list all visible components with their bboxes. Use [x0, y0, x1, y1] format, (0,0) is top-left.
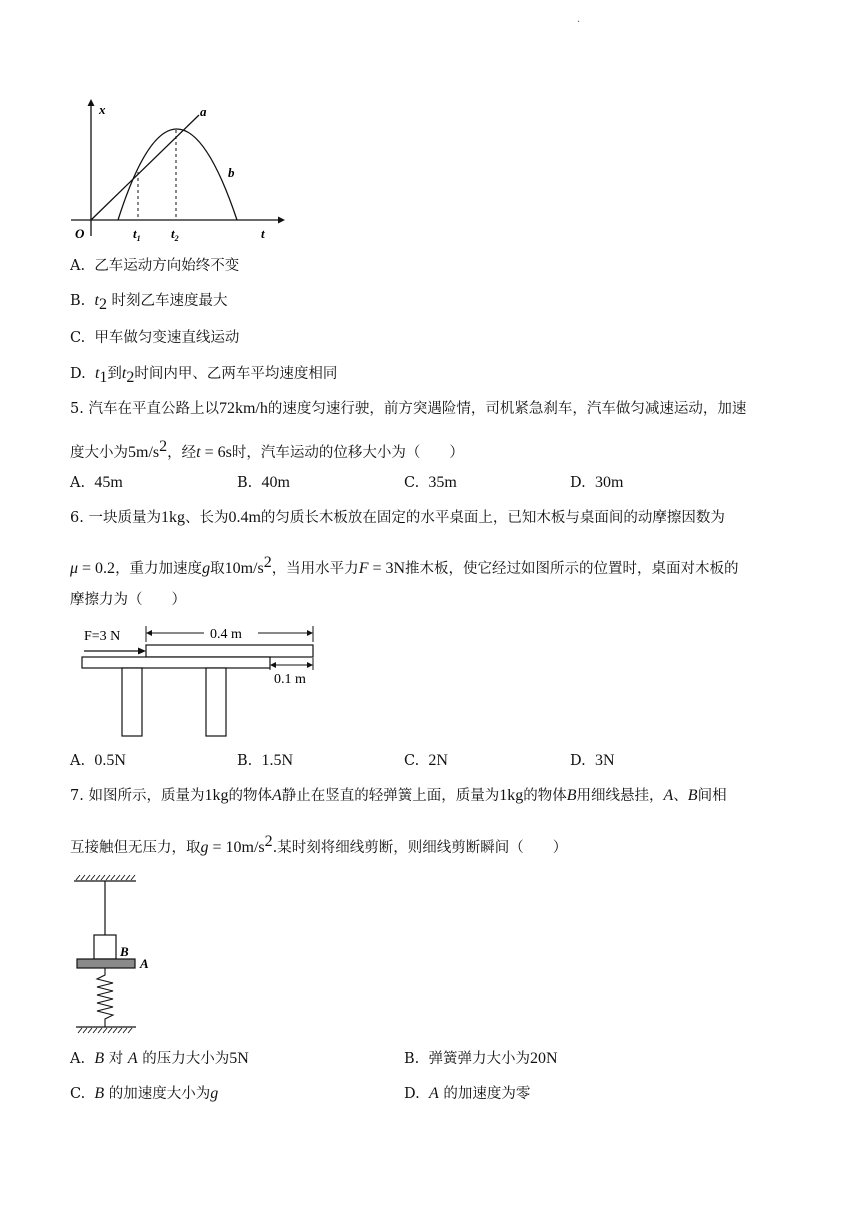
q4-option-b[interactable] [70, 291, 228, 315]
q5-stem-line2: 度大小为$5m/s^2$，经t = 6s时，汽车运动的位移大小为（ ） [70, 438, 464, 461]
plate-a [77, 959, 135, 968]
x-axis-arrow [88, 99, 95, 106]
sub-2: 2 [98, 295, 107, 313]
q5-option-a[interactable]: A. 45m [70, 474, 123, 491]
q7-option-c[interactable]: C. B 的加速度大小为g [70, 1085, 219, 1102]
block-b-label: B [120, 944, 129, 959]
line-a [91, 115, 199, 220]
plate-a-label: A [140, 956, 149, 971]
q6-option-d[interactable]: D. 3N [570, 752, 615, 769]
q6-option-c[interactable]: C. 2N [404, 752, 448, 769]
q5-option-c[interactable]: C. 35m [404, 474, 457, 491]
table-top [82, 657, 270, 668]
q7-option-d[interactable]: D. A 的加速度为零 [404, 1085, 531, 1102]
option-letter: B. [70, 293, 86, 309]
overhang-label: 0.1 m [274, 672, 306, 687]
t1-label: $t_1$ [133, 226, 141, 243]
curve-b [118, 129, 237, 220]
q6-option-a[interactable]: A. 0.5N [70, 752, 126, 769]
board-table-figure [76, 620, 326, 742]
q7-stem-line2: 互接触但无压力，取$g = 10m/s^2$.某时刻将细线剪断，则细线剪断瞬间（ ） [70, 833, 568, 856]
q4-option-a[interactable] [70, 256, 239, 276]
var-t: t [94, 292, 99, 309]
option-text: 时间内甲、乙两车平均速度相同 [134, 366, 338, 382]
option-text: 乙车运动方向始终不变 [94, 258, 240, 274]
q5-option-d[interactable]: D. 30m [570, 474, 624, 491]
block-b [94, 935, 116, 959]
spring [97, 968, 113, 1027]
q6-stem-line1: 6. 一块质量为1kg、长为0.4m的匀质长木板放在固定的水平桌面上，已知木板与桌面间的动摩擦因数为 [70, 509, 725, 526]
t2-label: $t_2$ [171, 226, 179, 243]
option-text: 甲车做匀变速直线运动 [94, 330, 240, 346]
option-letter: D. [70, 366, 86, 382]
q7-option-a[interactable]: A. B 对 A 的压力大小为5N [70, 1050, 249, 1067]
option-letter: C. [70, 330, 86, 346]
axis-t-label: t [261, 226, 265, 241]
length-label: 0.4 m [210, 627, 242, 642]
option-text: 时刻乙车速度最大 [111, 293, 228, 309]
t-axis-arrow [278, 217, 285, 224]
q6-stem-line3: 摩擦力为（ ） [70, 592, 186, 608]
option-letter: A. [70, 258, 86, 274]
q5-option-b[interactable]: B. 40m [237, 474, 290, 491]
curve-b-label: b [228, 165, 235, 180]
header-mark: . [577, 14, 581, 25]
origin-label: O [75, 226, 85, 241]
q4-option-d[interactable]: D. $t_1$到$t_2$时间内甲、乙两车平均速度相同 [70, 365, 338, 386]
table-leg-right [206, 668, 226, 736]
board [146, 645, 313, 657]
q6-option-b[interactable]: B. 1.5N [237, 752, 294, 769]
q6-stem-line2: μ = 0.2，重力加速度g取$10m/s^2$，当用水平力F = 3N推木板，使它经过如图所示的位置时，桌面对木板的 [70, 554, 739, 577]
curve-a-label: a [200, 104, 207, 119]
axis-x-label: x [99, 102, 106, 117]
var-t: t [94, 365, 100, 382]
q5-stem-line1: 5. 汽车在平直公路上以72km/h的速度匀速行驶，前方突遇险情，司机紧急刹车，汽车做匀减速运动，加速 [70, 400, 747, 417]
q4-option-c[interactable] [70, 328, 239, 348]
q7-stem-line1: 7. 如图所示，质量为1kg的物体A静止在竖直的轻弹簧上面，质量为1kg的物体B用细线悬挂，A、B间相 [70, 787, 727, 804]
spring-figure [70, 874, 170, 1036]
xt-graph-figure [66, 96, 286, 246]
q7-option-b[interactable]: B. 弹簧弹力大小为20N [404, 1050, 558, 1067]
force-label: F=3 N [84, 629, 121, 644]
table-leg-left [122, 668, 142, 736]
